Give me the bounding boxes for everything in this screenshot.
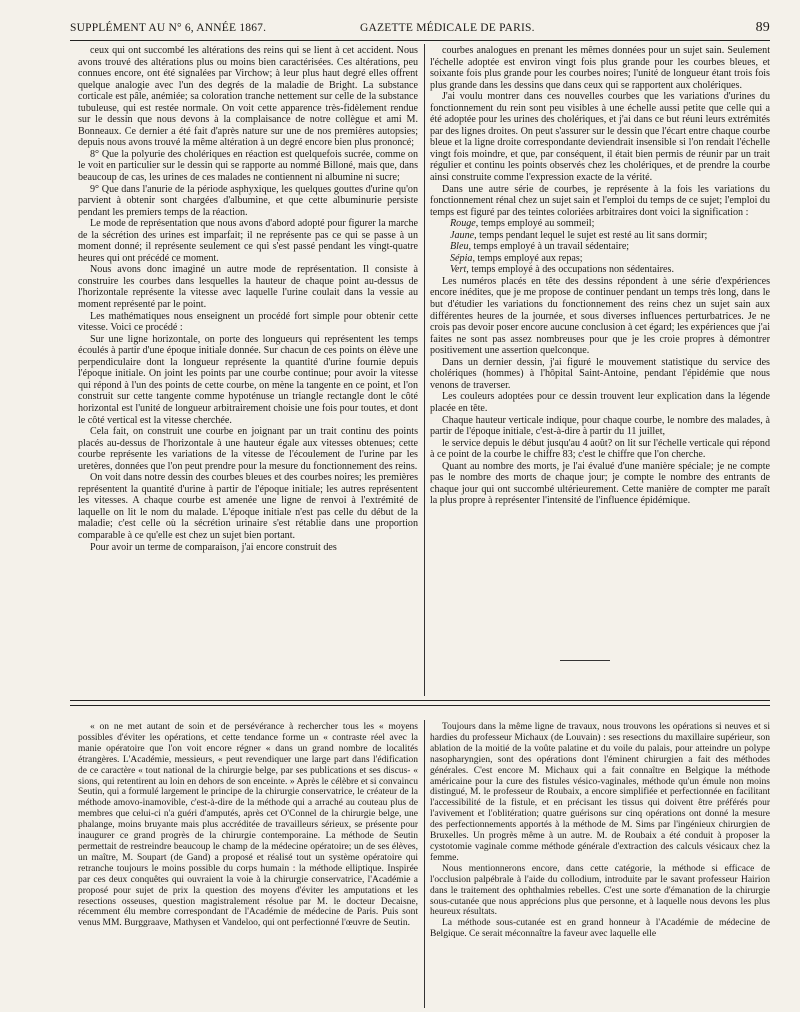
paragraph: Nous mentionnerons encore, dans cette catégorie, la méthode si efficace de l'occlusion palpébrale à l'aide du collodium, introduite par le savant professeur Hairion dans le traitement des ophthalmies rebelles. C'est une sorte d'émanation de la chirurgie sous-cutanée que nous apprécions plus que personne, et à laquelle nous devons les plus heureux résultats.: [430, 863, 770, 918]
article-column-right: [430, 45, 770, 545]
legend-item: Bleu, temps employé à un travail sédentaire;: [450, 241, 630, 253]
feuilleton-column-left: [78, 722, 418, 1007]
paragraph: ceux qui ont succombé les altérations des reins qui se lient à cet accident. Nous avons trouvé des altérations plus ou moins bien caractérisées. Ces altérations, peu connues encore, ont été signalées par Virchow; à leur plus haut degré elles offrent quelque analogie avec l'un des degrés de la maladie de Bright. La substance corticale est pâle, anémiée; sa coloration tranche nettement sur celle de la substance tubuleuse, qui est restée normale. On voit cette apparence très-fidèlement rendue sur le dessin que nous devons à la complaisance de notre collègue et ami M. Bonneaux. Ce dernier a été fait d'après nature sur une de nos premières autopsies; depuis nous avons trouvé la même altération à un degré encore bien plus prononcé;: [78, 45, 418, 149]
paragraph: Dans une autre série de courbes, je représente à la fois les variations du fonctionnement rénal chez un sujet sain et l'emploi du temps de ce sujet; l'emploi du temps est figuré par des teintes coloriées arbitraires dont voici la signification :: [430, 183, 770, 218]
running-header: [70, 18, 770, 40]
paragraph: Chaque hauteur verticale indique, pour chaque courbe, le nombre des malades, à partir de l'époque initiale, c'est-à-dire à partir du 11 juillet,: [430, 414, 770, 438]
paragraph: Cela fait, on construit une courbe en joignant par un trait continu des points placés au-dessus de l'horizontale à une hauteur égale aux vitesses obtenues; cette courbe représente les variations de la vitesse de l'écoulement de l'urine par les uretères, données que l'on peut prendre pour la mesure du fonctionnement des reins.: [78, 426, 418, 472]
article-end-rule: [560, 660, 610, 661]
paragraph: Sur une ligne horizontale, on porte des longueurs qui représentent les temps écoulés à partir d'une époque initiale donnée. Sur chacun de ces points on élève une perpendiculaire dont la longueur représente la quantité d'urine fournie depuis l'époque initiale. On joint les points par une courbe continue; pour avoir la vitesse qui répond à l'un des points de cette courbe, on mène la tangente en ce point, et l'on construit sur cette tangente comme hypoténuse un triangle rectangle dont le côté horizontal est l'unité de longueur arbitrairement choisie une fois pour toutes, et dont le côté vertical est la vitesse cherchée.: [78, 333, 418, 426]
header-supplement: SUPPLÉMENT AU N° 6, ANNÉE 1867.: [70, 22, 267, 34]
section-separator: [70, 700, 770, 706]
paragraph: Les numéros placés en tête des dessins répondent à une série d'expériences encore inédites, que je me propose de continuer pendant un temps très long, dans le but d'étudier les variations du fonctionnement des reins chez un sujet sain aux différentes heures de la journée, et sous diverses influences perturbatrices. Je ne crois pas devoir poser encore aucune conclusion à cet égard; les expériences que j'ai faites ne sont pas assez nombreuses pour que je les croie propres à démontrer positivement une assertion quelconque.: [430, 275, 770, 357]
color-legend-list: [430, 218, 770, 276]
page-number: 89: [755, 20, 770, 35]
paragraph: Nous avons donc imaginé un autre mode de représentation. Il consiste à construire les courbes dans lesquelles la hauteur de chaque point au-dessus de l'horizontale représente la vitesse avec laquelle l'urine coulait dans la vessie au moment représenté par le point.: [78, 264, 418, 311]
legend-item: Sépia, temps employé aux repas;: [450, 252, 583, 264]
column-divider-top: [424, 44, 425, 696]
paragraph: Le mode de représentation que nous avons d'abord adopté pour figurer la marche de la sécrétion des urines est imparfait; il ne représente pas ce qui se passe à un moment donné; il représente seulement ce qui s'est passé pendant les vingt-quatre heures qui ont précédé ce moment.: [78, 218, 418, 264]
article-column-left: [78, 45, 418, 695]
paragraph: 8° Que la polyurie des cholériques en réaction est quelquefois sucrée, comme on le voit en particulier sur le dessin qui se rapporte au nommé Billoné, mais que, dans beaucoup de cas, les urines de ces malades ne contiennent ni albumine ni sucre;: [78, 148, 418, 184]
paragraph: Les couleurs adoptées pour ce dessin trouvent leur explication dans la légende placée en tête.: [430, 391, 770, 414]
paragraph: Les mathématiques nous enseignent un procédé fort simple pour obtenir cette vitesse. Voici ce procédé :: [78, 310, 418, 334]
legend-item: Rouge, temps employé au sommeil;: [450, 218, 595, 230]
paragraph: courbes analogues en prenant les mêmes données pour un sujet sain. Seulement l'échelle adoptée est environ vingt fois plus grande pour les courbes bleues, et soixante fois plus grande pour les courbes noires; l'unité de longueur étant trois fois plus grande dans les dessins que dans ceux qui se rapportent aux cholériques.: [430, 45, 770, 91]
paragraph: Quant au nombre des morts, je l'ai évalué d'une manière spéciale; je ne compte pas le nombre des morts de chaque jour; je compte le nombre des entrants de chaque jour qui ont succombé ultérieurement. Cette manière de compter me paraît la plus propre à représenter l'intensité de l'influence épidémique.: [430, 460, 770, 507]
paragraph: « on ne met autant de soin et de persévérance à rechercher tous les « moyens possibles d'éviter les opérations, et cette tendance forme un « contraste réel avec la manie opératoire que l'on voit encore régner « dans un grand nombre de localités étrangères. L'Académie, messieurs, « peut revendiquer une large part dans l'édification de ce caractère « tout national de la chirurgie belge, par ses publications et ses discus- « sions, qui retentirent au loin en dehors de son enceinte. » Après le célèbre et si convaincu Seutin, qui a formulé largement le principe de la chirurgie conservatrice, le créateur de la méthode amovo-inamovible, c'est-à-dire de la méthode qui a arraché au couteau plus de membres que celui-ci n'a guéri d'amputés, après cet O'Connel de la chirurgie belge, une phalange, moins bruyante mais plus accréditée de travailleurs sérieux, se présente pour inaugurer ce grand progrès de la chirurgie contemporaine. La méthode de Seutin permettait de restreindre beaucoup le champ de la médecine opératoire; un de ses élèves, un maître, M. Soupart (de Gand) a proposé et réalisé tout un système opératoire qui retranche toujours le moins possible du corps humain : la méthode elliptique. Inspirée par ces deux conquêtes qui ouvraient la voie à la chirurgie conservatrice, l'Académie a proposé pour sujet de prix la question des moyens d'éviter les amputations et les resections osseuses, question magistralement résolue par M. le docteur Decaisne, récemment élu membre correspondant de l'Académie de médecine de Paris. Puis sont venus MM. Burggraave, Mathysen et Vandeloo, qui ont perfectionné l'œuvre de Seutin.: [78, 722, 418, 929]
paragraph: Pour avoir un terme de comparaison, j'ai encore construit des: [90, 541, 337, 553]
paragraph: La méthode sous-cutanée est en grand honneur à l'Académie de médecine de Belgique. Ce serait méconnaître la faveur avec laquelle elle: [430, 918, 770, 940]
legend-item: Vert, temps employé à des occupations non sédentaires.: [450, 264, 674, 276]
paragraph: 9° Que dans l'anurie de la période asphyxique, les quelques gouttes d'urine qu'on parvient à obtenir sont chargées d'albumine, et que cette albuminurie persiste pendant les premiers temps de la réaction.: [78, 183, 418, 218]
header-rule: [70, 40, 770, 41]
legend-item: Jaune, temps pendant lequel le sujet est resté au lit sans dormir;: [450, 229, 708, 241]
column-divider-bottom: [424, 720, 425, 1008]
paragraph: On voit dans notre dessin des courbes bleues et des courbes noires; les premières représentent la quantité d'urine à partir de l'époque initiale; les autres représentent les vitesses. A chaque courbe est amenée une ligne de renvoi à l'extrémité de laquelle on lit le nom du malade. L'époque initiale n'est pas celle du début de la maladie; c'est celle où la sécrétion urinaire s'est rétablie dans une proportion comparable à ce qu'elle est chez un sujet bien portant.: [78, 472, 418, 541]
paragraph: le service depuis le début jusqu'au 4 août? on lit sur l'échelle verticale qui répond à ce point de la courbe le chiffre 83; c'est le chiffre que l'on cherche.: [430, 437, 770, 461]
header-journal-title: GAZETTE MÉDICALE DE PARIS.: [360, 22, 535, 34]
paragraph: J'ai voulu montrer dans ces nouvelles courbes que les variations d'urines du fonctionnement du rein sont peu visibles à une échelle aussi petite que celle qui a été adoptée pour les urines des cholériques, et j'ai dans ce but réuni leurs extrémités par des lignes droites. On peut s'assurer sur le dessin que l'écart entre chaque courbe bleue et la ligne droite correspondante deviendrait insensible si l'on rendait l'échelle vingt fois moindre, et que, par conséquent, il était bien permis de réunir par un trait régulier et continu les points observés chez les cholériques, et de prendre la courbe ainsi construite comme l'expression exacte de la vérité.: [430, 91, 770, 184]
feuilleton-column-right: [430, 722, 770, 1007]
paragraph: Toujours dans la même ligne de travaux, nous trouvons les opérations si neuves et si hardies du professeur Michaux (de Louvain) : ses resections du maxillaire supérieur, son ablation de la moitié de la voûte palatine et du voile du palais, pour atteindre un polype nasopharyngien, sont des opérations dont l'éminent chirurgien a fait des méthodes générales. C'est encore M. Michaux qui a fait connaître en Belgique la méthode américaine pour la cure des fistules vésico-vaginales, méthode qu'un émule non moins distingué, M. le professeur de Roubaix, a encore simplifiée et perfectionnée en facilitant l'accessibilité de la fistule, et en précisant les tissus qui doivent être préférés pour l'avivement et l'oblitération; quatre guérisons sur cinq opérations ont donné la mesure des perfectionnements apportés à la méthode de M. Sims par l'ingénieux chirurgien de Bruxelles. Un progrès même à un autre. M. de Roubaix a été conduit à proposer la cystotomie vaginale comme méthode générale d'extraction des calculs vésicaux chez la femme.: [430, 722, 770, 863]
paragraph: Dans un dernier dessin, j'ai figuré le mouvement statistique du service des cholériques (hommes) à l'hôpital Saint-Antoine, pendant l'épidémie que nous venons de traverser.: [430, 356, 770, 391]
